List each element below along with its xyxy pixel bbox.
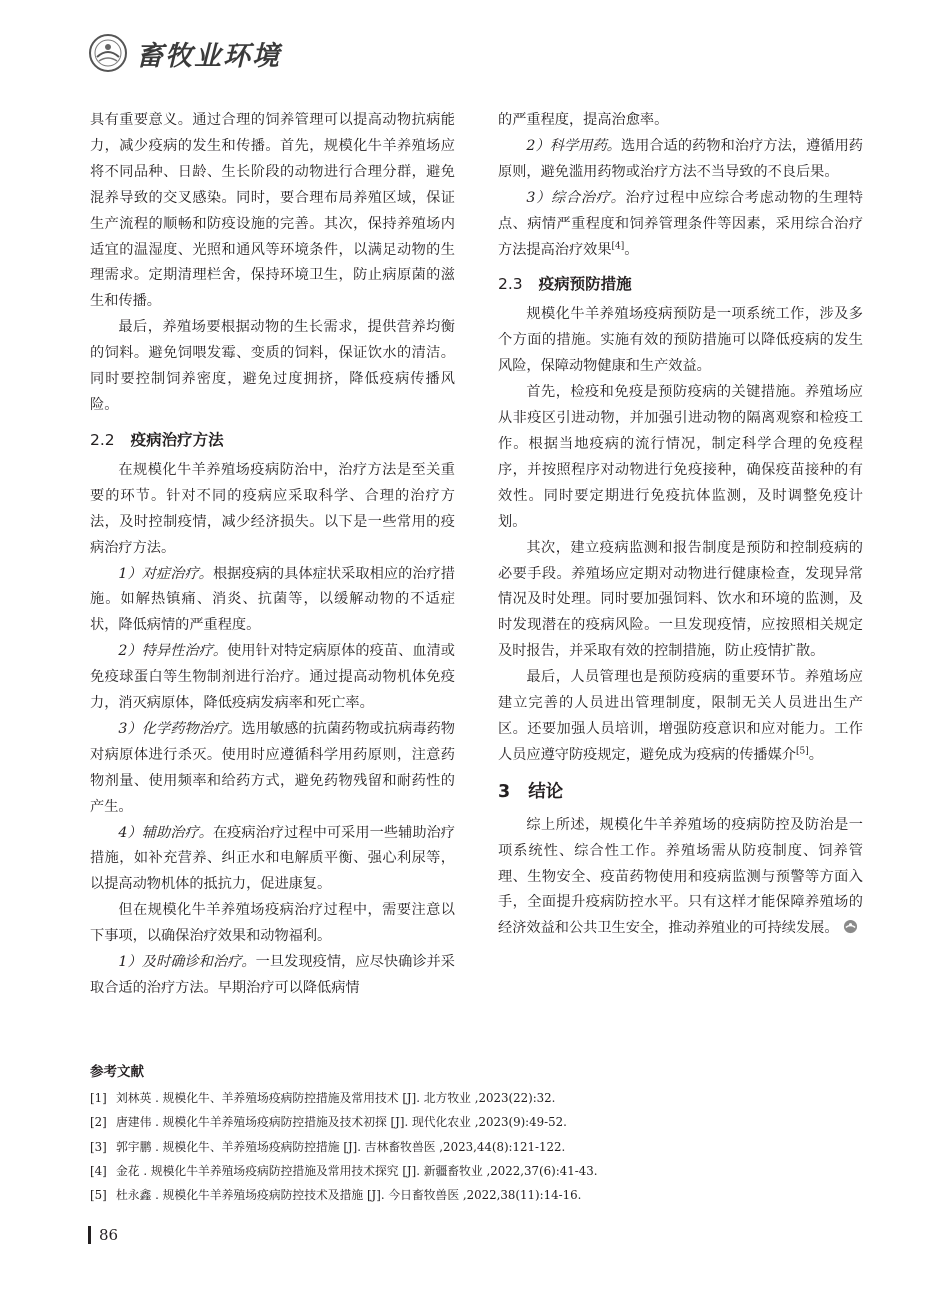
journal-header — [88, 28, 281, 78]
section-heading-2-2: 2.2 疫病治疗方法 — [90, 430, 224, 449]
right-column — [498, 108, 863, 942]
paragraph: 的严重程度，提高治愈率。 — [498, 112, 669, 128]
list-item: 2）特异性治疗。使用针对特定病原体的疫苗、血清或免疫球蛋白等生物制剂进行治疗。通过提高动物机体免疫力，消灭病原体，降低疫病发病率和死亡率。 — [90, 643, 455, 712]
list-item: 1）及时确诊和治疗。一旦发现疫情，应尽快确诊并采取合适的治疗方法。早期治疗可以降低病情 — [90, 954, 455, 996]
section-heading-2-3: 2.3 疫病预防措施 — [498, 275, 632, 294]
citation: [5] — [795, 746, 809, 757]
page-number: 86 — [99, 1226, 119, 1244]
paragraph: 其次，建立疫病监测和报告制度是预防和控制疫病的必要手段。养殖场应定期对动物进行健康检查，发现异常情况及时处理。同时要加强饲料、饮水和环境的监测，及时发现潜在的疫病风险。一旦发现疫情，应按照相关规定及时报告，并采取有效的控制措施，防止疫情扩散。 — [498, 539, 863, 660]
reference-item: [2] 唐建伟 . 规模化牛羊养殖场疫病防控措施及技术初探 [J]. 现代化农业 ,2023(9):49-52. — [90, 1115, 567, 1130]
citation: [4] — [611, 240, 625, 251]
reference-item: [4] 金花 . 规模化牛羊养殖场疫病防控措施及常用技术探究 [J]. 新疆畜牧业 ,2022,37(6):41-43. — [90, 1163, 598, 1178]
references-title: 参考文献 — [90, 1064, 144, 1080]
paragraph: 最后，养殖场要根据动物的生长需求，提供营养均衡的饲料。避免饲喂发霉、变质的饲料，保证饮水的清洁。同时要控制饲养密度，避免过度拥挤，降低疫病传播风险。 — [90, 319, 455, 413]
reference-item: [3] 郭宇鹏 . 规模化牛、羊养殖场疫病防控措施 [J]. 吉林畜牧兽医 ,2023,44(8):121-122. — [90, 1139, 566, 1154]
paragraph: 规模化牛羊养殖场疫病预防是一项系统工作，涉及多个方面的措施。实施有效的预防措施可以降低疫病的发生风险，保障动物健康和生产效益。 — [498, 306, 863, 375]
paragraph: 但在规模化牛羊养殖场疫病治疗过程中，需要注意以下事项，以确保治疗效果和动物福利。 — [90, 902, 455, 945]
list-item: 3）综合治疗。治疗过程中应综合考虑动物的生理特点、病情严重程度和饲养管理条件等因素，采用综合治疗方法提高治疗效果[4]。 — [498, 189, 863, 258]
section-heading-3: 3 结论 — [498, 781, 564, 802]
footer-bar — [88, 1226, 91, 1244]
list-item: 1）对症治疗。根据疫病的具体症状采取相应的治疗措施。如解热镇痛、消炎、抗菌等，以缓解动物的不适症状，降低病情的严重程度。 — [90, 565, 455, 634]
reference-item: [1] 刘林英 . 规模化牛、羊养殖场疫病防控措施及常用技术 [J]. 北方牧业 ,2023(22):32. — [90, 1091, 556, 1105]
left-column — [90, 108, 455, 1002]
paragraph: 最后，人员管理也是预防疫病的重要环节。养殖场应建立完善的人员进出管理制度，限制无关人员进出生产区。还要加强人员培训，增强防疫意识和应对能力。工作人员应遵守防疫规定，避免成为疫病的传播媒介[5]。 — [498, 669, 863, 763]
journal-logo-icon — [88, 33, 128, 73]
paragraph: 首先，检疫和免疫是预防疫病的关键措施。养殖场应从非疫区引进动物，并加强引进动物的隔离观察和检疫工作。根据当地疫病的流行情况，制定科学合理的免疫程序，并按照程序对动物进行免疫接种，确保疫苗接种的有效性。同时要定期进行免疫抗体监测，及时调整免疫计划。 — [498, 384, 863, 530]
reference-item: [5] 杜永鑫 . 规模化牛羊养殖场疫病防控技术及措施 [J]. 今日畜牧兽医 ,2022,38(11):14-16. — [90, 1188, 582, 1203]
list-item: 3）化学药物治疗。选用敏感的抗菌药物或抗病毒药物对病原体进行杀灭。使用时应遵循科学用药原则，注意药物剂量、使用频率和给药方式，避免药物残留和耐药性的产生。 — [90, 720, 455, 815]
list-item: 2）科学用药。选用合适的药物和治疗方法，遵循用药原则，避免滥用药物或治疗方法不当导致的不良后果。 — [498, 137, 863, 180]
paragraph: 在规模化牛羊养殖场疫病防治中，治疗方法是至关重要的环节。针对不同的疫病应采取科学、合理的治疗方法，及时控制疫情，减少经济损失。以下是一些常用的疫病治疗方法。 — [90, 461, 455, 556]
paragraph: 具有重要意义。通过合理的饲养管理可以提高动物抗病能力，减少疫病的发生和传播。首先，规模化牛羊养殖场应将不同品种、日龄、生长阶段的动物进行合理分群，避免混养导致的交叉感染。同时，要合理布局养殖区域，保证生产流程的顺畅和防疫设施的完善。其次，保持养殖场内适宜的温湿度、光照和通风等环境条件，以满足动物的生理需求。定期清理栏舍，保持环境卫生，防止病原菌的滋生和传播。 — [90, 112, 455, 310]
references — [90, 1060, 870, 1207]
journal-name: 畜牧业环境 — [136, 40, 281, 72]
paragraph: 综上所述，规模化牛羊养殖场的疫病防控及防治是一项系统性、综合性工作。养殖场需从防疫制度、饲养管理、生物安全、疫苗药物使用和疫病监测与预警等方面入手，全面提升疫病防控水平。只有这样才能保障养殖场的经济效益和公共卫生安全，推动养殖业的可持续发展。 — [498, 816, 863, 937]
end-mark-icon — [843, 919, 858, 934]
list-item: 4）辅助治疗。在疫病治疗过程中可采用一些辅助治疗措施，如补充营养、纠正水和电解质平衡、强心利尿等，以提高动物机体的抵抗力，促进康复。 — [90, 824, 455, 893]
page-footer — [88, 1226, 118, 1244]
